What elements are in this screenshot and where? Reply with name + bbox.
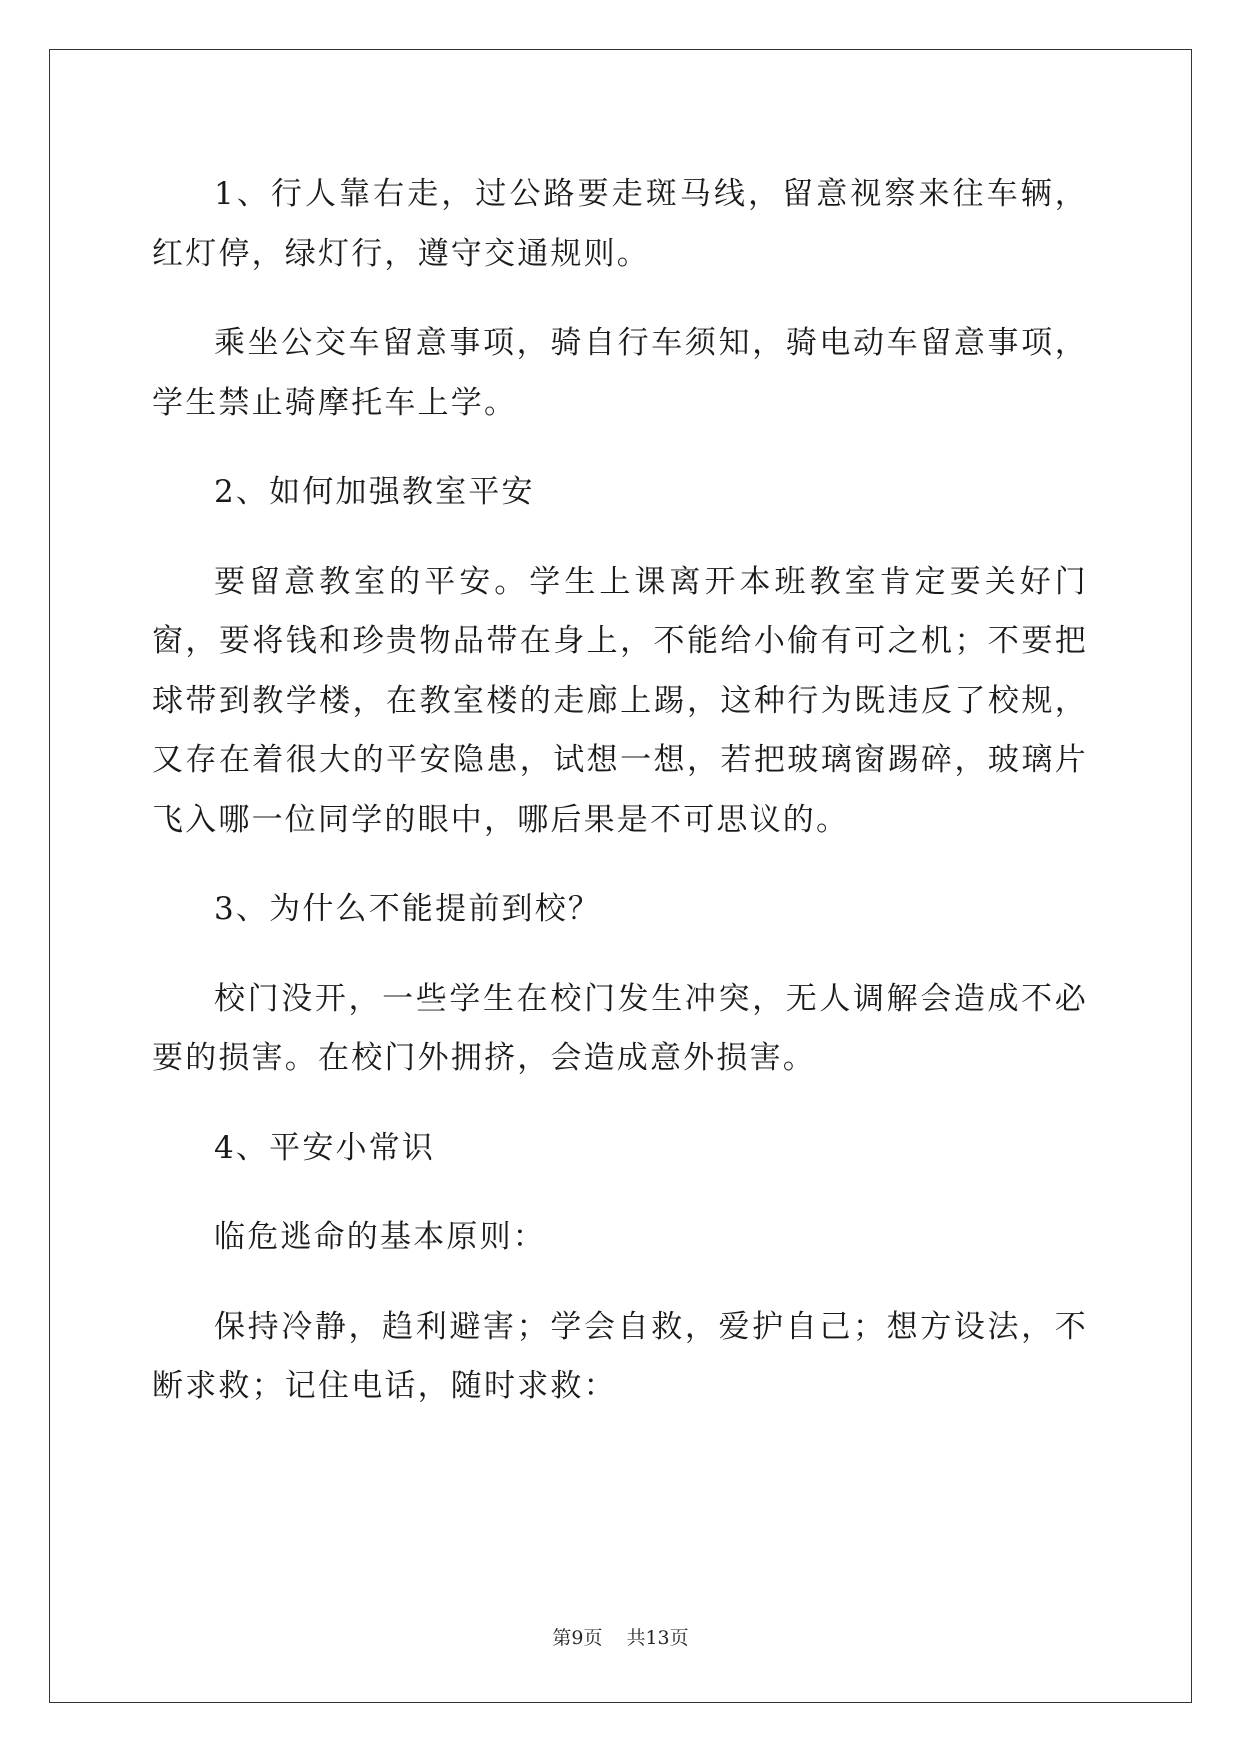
paragraph-escape-details: 保持冷静，趋利避害；学会自救，爱护自己；想方设法，不断求救；记住电话，随时求救： [152, 1308, 1088, 1404]
paragraph-classroom-safety: 要留意教室的平安。学生上课离开本班教室肯定要关好门窗，要将钱和珍贵物品带在身上，不能给小偷有可之机；不要把球带到教学楼，在教室楼的走廊上踢，这种行为既违反了校规，又存在着很大的平安隐患，试想一想，若把玻璃窗踢碎，玻璃片飞入哪一位同学的眼中，哪后果是不可思议的。 [152, 563, 1088, 838]
page-total: 共13页 [626, 1627, 689, 1649]
document-body [152, 165, 1088, 1417]
paragraph-early-arrival: 校门没开，一些学生在校门发生冲突，无人调解会造成不必要的损害。在校门外拥挤，会造成意外损害。 [152, 980, 1088, 1076]
page-number: 第9页 [552, 1627, 603, 1649]
page-footer [0, 1623, 1241, 1650]
paragraph-escape-principles: 临危逃命的基本原则： [214, 1219, 546, 1255]
paragraph-traffic-rules: 1、行人靠右走，过公路要走斑马线，留意视察来往车辆，红灯停，绿灯行，遵守交通规则。 [152, 176, 1088, 272]
paragraph-bus-bike-notes: 乘坐公交车留意事项，骑自行车须知，骑电动车留意事项，学生禁止骑摩托车上学。 [152, 325, 1088, 421]
heading-safety-tips: 4、平安小常识 [214, 1129, 436, 1166]
heading-early-arrival: 3、为什么不能提前到校？ [214, 891, 602, 927]
heading-classroom-safety: 2、如何加强教室平安 [214, 474, 535, 510]
